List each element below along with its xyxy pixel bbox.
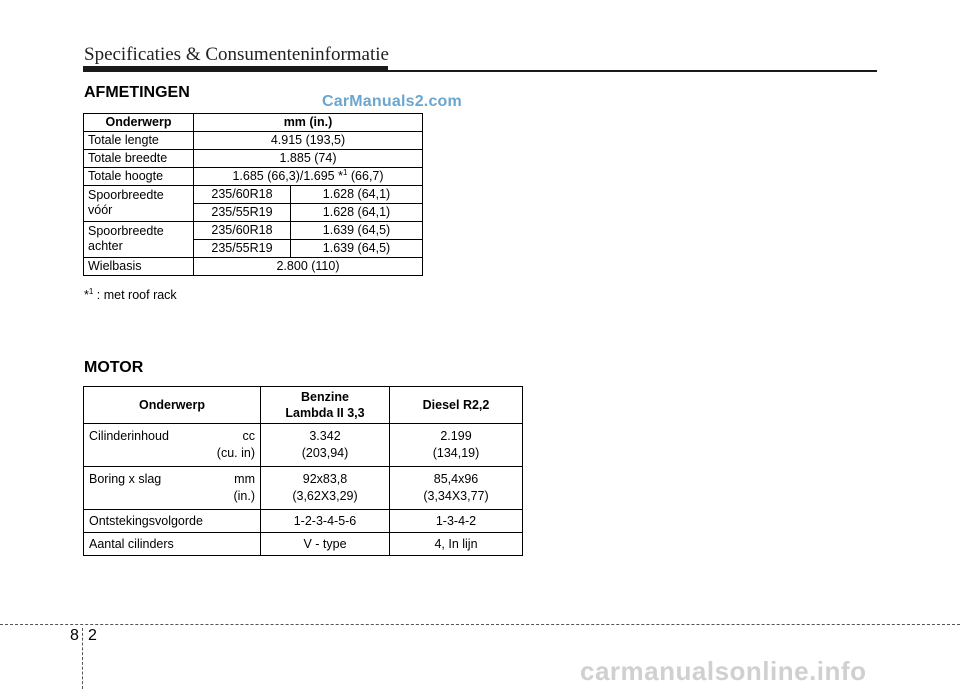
tire-size: 235/60R18 bbox=[194, 186, 291, 204]
benzine-value bbox=[261, 424, 390, 467]
value-line-1: 3.342 bbox=[309, 429, 341, 443]
table-row bbox=[84, 258, 423, 276]
table-header-row bbox=[84, 114, 423, 132]
row-value bbox=[194, 168, 423, 186]
footer-divider-vertical bbox=[82, 628, 83, 689]
value-text: 1.685 (66,3)/1.695 * bbox=[232, 169, 343, 183]
label-text: Boring x slag bbox=[89, 472, 162, 486]
diesel-value: 1-3-4-2 bbox=[390, 510, 523, 533]
row-value: 4.915 (193,5) bbox=[194, 132, 423, 150]
benzine-value: V - type bbox=[261, 533, 390, 556]
unit-1: mm bbox=[234, 472, 255, 486]
page-number: 2 bbox=[88, 627, 97, 644]
footnote-sup: 1 bbox=[88, 286, 94, 296]
label-line-2: achter bbox=[88, 239, 123, 253]
table-row bbox=[84, 467, 523, 510]
label-line-1: Spoorbreedte bbox=[88, 188, 164, 202]
row-label: Ontstekingsvolgorde bbox=[84, 510, 261, 533]
table-row bbox=[84, 168, 423, 186]
col-header-item: Onderwerp bbox=[84, 387, 261, 424]
header-title: Specificaties & Consumenteninformatie bbox=[84, 44, 389, 65]
table-row bbox=[84, 132, 423, 150]
diesel-value bbox=[390, 467, 523, 510]
footnote-mark: * bbox=[84, 288, 89, 302]
col-header-item: Onderwerp bbox=[84, 114, 194, 132]
benzine-line-2: Lambda II 3,3 bbox=[285, 406, 365, 420]
header-rule-thick bbox=[83, 66, 388, 72]
tire-size: 235/55R19 bbox=[194, 204, 291, 222]
tire-size: 235/55R19 bbox=[194, 240, 291, 258]
row-label bbox=[84, 467, 261, 510]
table-row bbox=[84, 510, 523, 533]
benzine-line-1: Benzine bbox=[301, 390, 349, 404]
row-label bbox=[84, 222, 194, 258]
diesel-value bbox=[390, 424, 523, 467]
value-text-end: (66,7) bbox=[347, 169, 384, 183]
value-line-2: (3,62X3,29) bbox=[292, 489, 358, 503]
label-line-1: Spoorbreedte bbox=[88, 224, 164, 238]
tire-size: 235/60R18 bbox=[194, 222, 291, 240]
value-line-2: (134,19) bbox=[432, 446, 480, 460]
footnote bbox=[84, 288, 177, 302]
value-line-1: 2.199 bbox=[440, 429, 472, 443]
table-row bbox=[84, 186, 423, 204]
row-label: Aantal cilinders bbox=[84, 533, 261, 556]
table-row bbox=[84, 424, 523, 467]
benzine-value bbox=[261, 467, 390, 510]
page-chapter: 8 bbox=[70, 627, 79, 644]
row-label: Totale hoogte bbox=[84, 168, 194, 186]
row-label: Wielbasis bbox=[84, 258, 194, 276]
value-line-1: 92x83,8 bbox=[302, 472, 348, 486]
footnote-ref: 1 bbox=[342, 167, 348, 177]
table-row bbox=[84, 533, 523, 556]
row-value: 1.639 (64,5) bbox=[291, 240, 423, 258]
col-header-benzine bbox=[261, 387, 390, 424]
motor-title: MOTOR bbox=[84, 359, 144, 376]
table-row bbox=[84, 150, 423, 168]
row-value: 2.800 (110) bbox=[194, 258, 423, 276]
value-line-2: (203,94) bbox=[301, 446, 349, 460]
value-line-1: 85,4x96 bbox=[433, 472, 479, 486]
label-line-2: vóór bbox=[88, 203, 113, 217]
row-value: 1.639 (64,5) bbox=[291, 222, 423, 240]
col-header-value: mm (in.) bbox=[194, 114, 423, 132]
row-value: 1.628 (64,1) bbox=[291, 186, 423, 204]
row-label bbox=[84, 186, 194, 222]
watermark-bottom: carmanualsonline.info bbox=[580, 656, 867, 686]
table-row bbox=[84, 222, 423, 240]
row-label: Totale lengte bbox=[84, 132, 194, 150]
benzine-value: 1-2-3-4-5-6 bbox=[261, 510, 390, 533]
value-line-2: (3,34X3,77) bbox=[423, 489, 489, 503]
row-value: 1.885 (74) bbox=[194, 150, 423, 168]
col-header-diesel: Diesel R2,2 bbox=[390, 387, 523, 424]
unit-1: cc bbox=[242, 429, 255, 443]
afmetingen-table bbox=[83, 113, 423, 276]
row-value: 1.628 (64,1) bbox=[291, 204, 423, 222]
unit-2: (in.) bbox=[233, 489, 255, 503]
row-label bbox=[84, 424, 261, 467]
diesel-value: 4, In lijn bbox=[390, 533, 523, 556]
footer-divider bbox=[0, 624, 960, 625]
unit-2: (cu. in) bbox=[216, 446, 255, 460]
table-header-row bbox=[84, 387, 523, 424]
footnote-text: : met roof rack bbox=[93, 288, 177, 302]
label-text: Cilinderinhoud bbox=[89, 429, 169, 443]
row-label: Totale breedte bbox=[84, 150, 194, 168]
afmetingen-title: AFMETINGEN bbox=[84, 84, 190, 101]
motor-table bbox=[83, 386, 523, 556]
watermark-top: CarManuals2.com bbox=[322, 93, 462, 110]
